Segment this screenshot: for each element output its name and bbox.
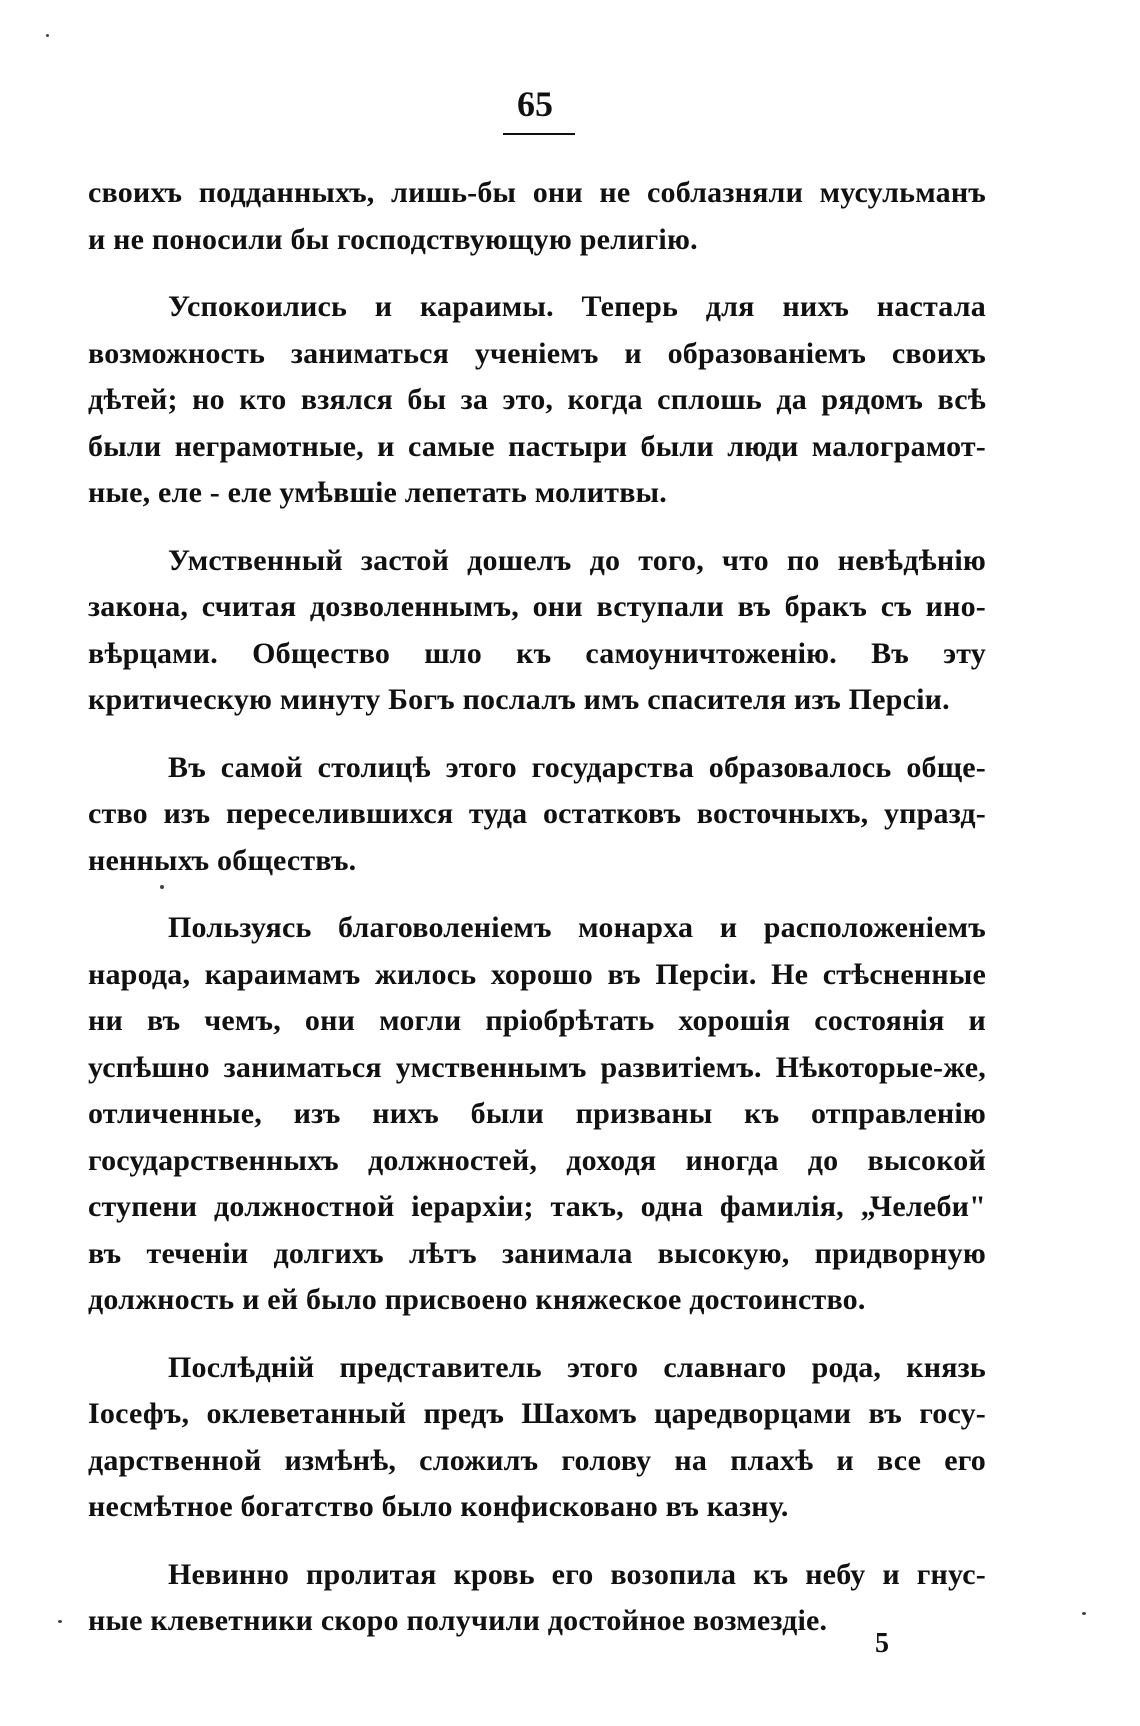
- text-line: критическую минуту Богъ послалъ имъ спасителя изъ Персіи.: [88, 683, 950, 716]
- text-line: государственныхъ должностей, доходя иногда до высокой: [88, 1143, 986, 1177]
- text-line: ные клеветники скоро получили достойное возмездіе.: [88, 1604, 828, 1637]
- text-line: Іосефъ, оклеветанный предъ Шахомъ царедворцами въ госу-: [88, 1397, 986, 1430]
- text-line: несмѣтное богатство было конфисковано въ казну.: [88, 1490, 789, 1523]
- text-line: успѣшно заниматься умственнымъ развитіемъ. Нѣкоторые-же,: [88, 1050, 986, 1084]
- paragraph: [88, 745, 986, 885]
- text-line: вѣрцами. Общество шло къ самоуничтоженію. Въ эту: [88, 636, 986, 670]
- print-speck: [1082, 1612, 1086, 1615]
- text-line: въ теченіи долгихъ лѣтъ занимала высокую, придворную: [88, 1236, 986, 1270]
- print-speck: [58, 1620, 62, 1623]
- page-number-rule: [503, 133, 575, 135]
- text-line: Послѣдній представитель этого славнаго рода, князь: [168, 1350, 986, 1384]
- text-line: дѣтей; но кто взялся бы за это, когда сплошь да рядомъ всѣ: [88, 383, 986, 416]
- paragraph: [88, 170, 986, 263]
- text-line: Невинно пролитая кровь его возопила къ небу и гнус-: [168, 1557, 986, 1591]
- text-line: Успокоились и караимы. Теперь для нихъ настала: [168, 290, 986, 323]
- text-line: Пользуясь благоволеніемъ монарха и расположеніемъ: [168, 911, 986, 944]
- page-number: 65: [517, 84, 553, 124]
- text-line: Въ самой столицѣ этого государства образовалось обще-: [168, 750, 986, 784]
- paragraph: [88, 1345, 986, 1531]
- text-line: ненныхъ обществъ.: [88, 843, 357, 877]
- paragraph: [88, 905, 986, 1324]
- text-line: закона, считая дозволеннымъ, они вступали въ бракъ съ ино-: [88, 590, 986, 623]
- text-line: были неграмотные, и самые пастыри были люди малограмот-: [88, 429, 986, 463]
- signature-mark: 5: [875, 1628, 889, 1659]
- paragraph: [88, 284, 986, 517]
- text-line: ство изъ переселившихся туда остатковъ восточныхъ, упразд-: [88, 797, 986, 830]
- paragraph: [88, 538, 986, 724]
- body-text: [88, 170, 986, 1666]
- text-line: ступени должностной іерархіи; такъ, одна фамилія, „Челеби": [88, 1190, 986, 1223]
- text-line: Умственный застой дошелъ до того, что по невѣдѣнію: [168, 543, 986, 577]
- text-line: ные, еле - еле умѣвшіе лепетать молитвы.: [88, 476, 667, 509]
- print-speck: [46, 34, 49, 37]
- text-line: отличенные, изъ нихъ были призваны къ отправленію: [88, 1097, 986, 1130]
- text-line: должность и ей было присвоено княжеское достоинство.: [88, 1283, 866, 1316]
- text-line: ни въ чемъ, они могли пріобрѣтать хорошія состоянія и: [88, 1004, 986, 1037]
- text-line: возможность заниматься ученіемъ и образованіемъ своихъ: [88, 336, 986, 370]
- print-speck: [160, 885, 164, 889]
- paragraph: [88, 1552, 986, 1645]
- text-line: дарственной измѣнѣ, сложилъ голову на плахѣ и все его: [88, 1443, 986, 1477]
- text-line: народа, караимамъ жилось хорошо въ Персіи. Не стѣсненные: [88, 957, 986, 991]
- text-line: своихъ подданныхъ, лишь-бы они не соблазняли мусульманъ: [88, 176, 986, 209]
- text-line: и не поносили бы господствующую религію.: [88, 222, 698, 256]
